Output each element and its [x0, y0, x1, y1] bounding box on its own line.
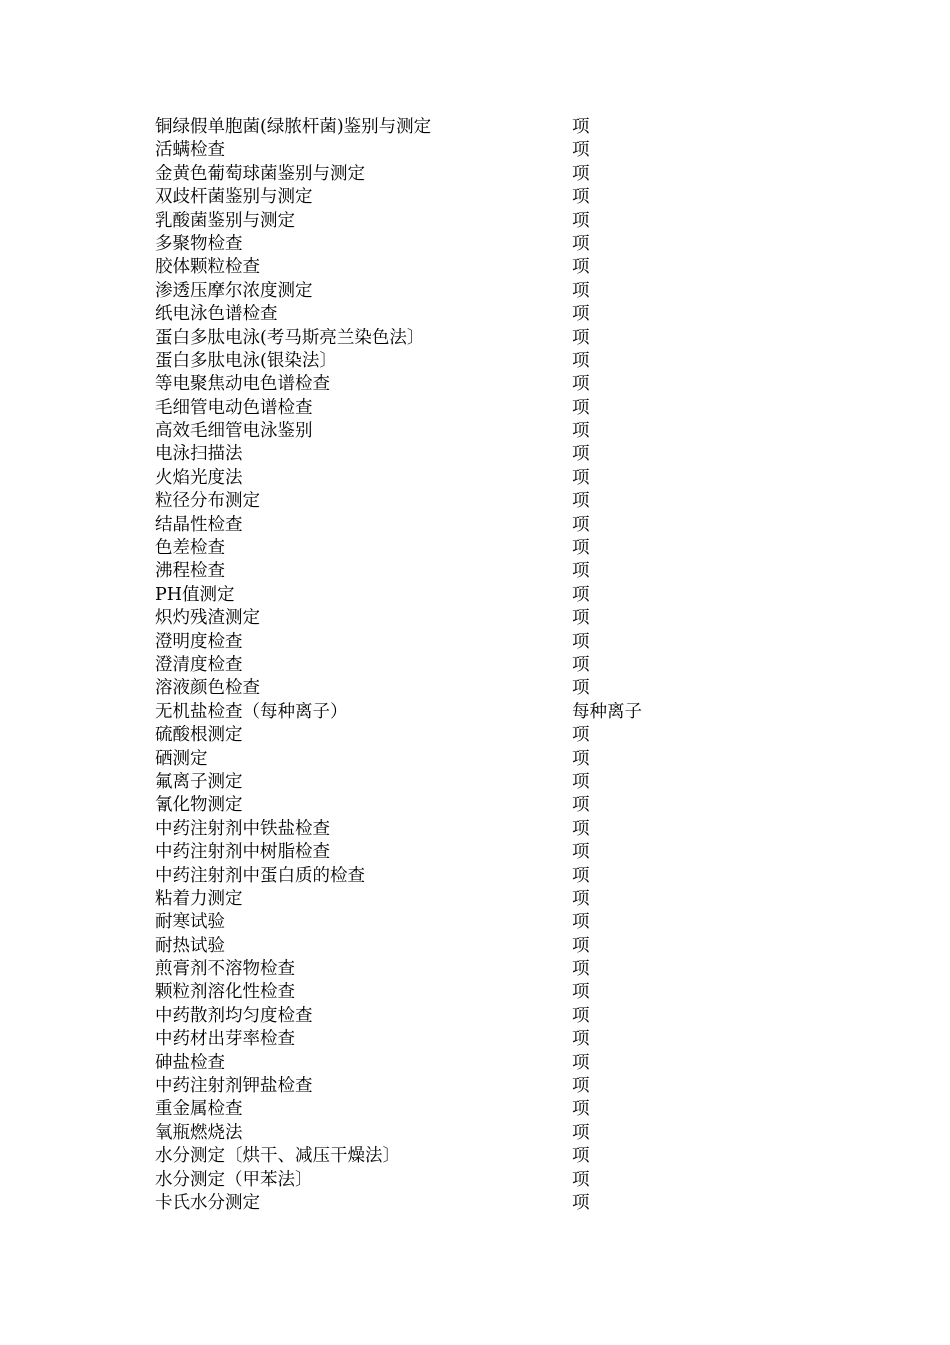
item-name: 颗粒剂溶化性检查	[155, 982, 295, 1003]
item-name: 色差检查	[155, 538, 225, 559]
item-name: 耐热试验	[155, 935, 225, 956]
item-name: 中药注射剂中铁盐检查	[155, 818, 330, 839]
item-unit: 项	[572, 280, 590, 301]
table-row	[155, 818, 715, 841]
table-row	[155, 724, 715, 747]
item-name: 水分测定〔烘干、减压干燥法〕	[155, 1146, 400, 1167]
table-row	[155, 607, 715, 630]
table-row	[155, 631, 715, 654]
item-name: 重金属检查	[155, 1099, 243, 1120]
item-unit: 项	[572, 912, 590, 933]
table-row	[155, 256, 715, 279]
table-row	[155, 514, 715, 537]
item-unit: 项	[572, 350, 590, 371]
item-unit: 项	[572, 982, 590, 1003]
item-name: 金黄色葡萄球菌鉴别与测定	[155, 163, 365, 184]
item-name: 中药散剂均匀度检查	[155, 1005, 313, 1026]
item-name: 中药注射剂钾盐检查	[155, 1076, 313, 1097]
item-unit: 项	[572, 1029, 590, 1050]
item-name: 乳酸菌鉴别与测定	[155, 210, 295, 231]
item-unit: 项	[572, 374, 590, 395]
table-row	[155, 186, 715, 209]
table-row	[155, 373, 715, 396]
table-row	[155, 139, 715, 162]
item-name: 铜绿假单胞菌(绿脓杆菌)鉴别与测定	[155, 117, 432, 137]
item-unit: 项	[572, 1005, 590, 1026]
table-row	[155, 794, 715, 817]
table-row	[155, 935, 715, 958]
table-row	[155, 350, 715, 373]
item-unit: 项	[572, 1076, 590, 1097]
table-row	[155, 490, 715, 513]
table-row	[155, 958, 715, 981]
table-row	[155, 701, 715, 724]
item-unit: 项	[572, 725, 590, 746]
table-row	[155, 163, 715, 186]
item-unit: 项	[572, 538, 590, 559]
item-unit: 项	[572, 818, 590, 839]
table-row	[155, 981, 715, 1004]
table-row	[155, 1075, 715, 1098]
item-unit: 项	[572, 140, 590, 161]
item-unit: 项	[572, 561, 590, 582]
item-name: 等电聚焦动电色谱检查	[155, 374, 330, 395]
item-name: 氟离子测定	[155, 771, 243, 792]
item-unit: 项	[572, 327, 590, 348]
table-row	[155, 1052, 715, 1075]
table-row	[155, 280, 715, 303]
item-name: 渗透压摩尔浓度测定	[155, 280, 313, 301]
table-row	[155, 1028, 715, 1051]
item-unit: 项	[572, 678, 590, 699]
table-row	[155, 1169, 715, 1192]
item-unit: 项	[572, 631, 590, 652]
table-row	[155, 443, 715, 466]
table-row	[155, 560, 715, 583]
item-unit: 项	[572, 608, 590, 629]
item-unit: 项	[572, 210, 590, 231]
table-row	[155, 116, 715, 139]
table-row	[155, 677, 715, 700]
item-unit: 项	[572, 117, 590, 137]
table-row	[155, 210, 715, 233]
item-name: 澄明度检查	[155, 631, 243, 652]
table-row	[155, 1145, 715, 1168]
item-unit: 项	[572, 491, 590, 512]
item-unit: 项	[572, 1169, 590, 1190]
item-unit: 项	[572, 233, 590, 254]
table-row	[155, 584, 715, 607]
item-name: 蛋白多肽电泳(银染法〕	[155, 350, 337, 371]
item-unit: 项	[572, 654, 590, 675]
item-name: 中药注射剂中蛋白质的检查	[155, 865, 365, 886]
item-name: 砷盐检查	[155, 1052, 225, 1073]
item-unit: 项	[572, 771, 590, 792]
table-row	[155, 1192, 715, 1215]
item-name: 多聚物检查	[155, 233, 243, 254]
item-unit: 项	[572, 959, 590, 980]
item-name: 纸电泳色谱检查	[155, 304, 278, 325]
item-name: 澄清度检查	[155, 654, 243, 675]
item-name: 氰化物测定	[155, 795, 243, 816]
table-row	[155, 327, 715, 350]
item-unit: 项	[572, 748, 590, 769]
item-unit: 项	[572, 795, 590, 816]
item-unit: 项	[572, 444, 590, 465]
table-row	[155, 888, 715, 911]
item-name: 沸程检查	[155, 561, 225, 582]
item-name: 中药材出芽率检查	[155, 1029, 295, 1050]
item-name: 结晶性检查	[155, 514, 243, 535]
item-unit: 项	[572, 1122, 590, 1143]
item-name: 火焰光度法	[155, 467, 243, 488]
table-row	[155, 911, 715, 934]
item-name: 溶液颜色检查	[155, 678, 260, 699]
item-unit: 项	[572, 1192, 590, 1213]
item-name: 炽灼残渣测定	[155, 608, 260, 629]
item-name: 无机盐检查（每种离子）	[155, 701, 348, 722]
item-unit: 项	[572, 163, 590, 184]
item-name: 粘着力测定	[155, 888, 243, 909]
item-name: 氧瓶燃烧法	[155, 1122, 243, 1143]
item-name: 粒径分布测定	[155, 491, 260, 512]
item-name: 硒测定	[155, 748, 208, 769]
item-unit: 项	[572, 888, 590, 909]
table-row	[155, 865, 715, 888]
table-row	[155, 771, 715, 794]
item-name: 活螨检查	[155, 140, 225, 161]
table-row	[155, 748, 715, 771]
item-name: 中药注射剂中树脂检查	[155, 842, 330, 863]
item-unit: 项	[572, 842, 590, 863]
item-unit: 项	[572, 187, 590, 208]
item-unit: 项	[572, 421, 590, 442]
item-unit: 项	[572, 257, 590, 278]
table-row	[155, 420, 715, 443]
item-unit: 项	[572, 935, 590, 956]
item-name: 耐寒试验	[155, 912, 225, 933]
item-unit: 项	[572, 584, 590, 605]
item-name: 毛细管电动色谱检查	[155, 397, 313, 418]
item-unit: 项	[572, 1146, 590, 1167]
item-unit: 项	[572, 397, 590, 418]
table-row	[155, 1122, 715, 1145]
table-row	[155, 1098, 715, 1121]
item-name: 双歧杆菌鉴别与测定	[155, 187, 313, 208]
item-unit: 项	[572, 1052, 590, 1073]
table-row	[155, 1005, 715, 1028]
item-name: 煎膏剂不溶物检查	[155, 959, 295, 980]
item-name: 水分测定（甲苯法〕	[155, 1169, 313, 1190]
table-row	[155, 303, 715, 326]
table-row	[155, 537, 715, 560]
item-name: 胶体颗粒检查	[155, 257, 260, 278]
table-row	[155, 397, 715, 420]
item-unit: 项	[572, 865, 590, 886]
table-row	[155, 841, 715, 864]
table-row	[155, 654, 715, 677]
item-unit: 项	[572, 514, 590, 535]
item-name: 硫酸根测定	[155, 725, 243, 746]
item-unit: 项	[572, 1099, 590, 1120]
table-row	[155, 467, 715, 490]
item-unit: 每种离子	[572, 701, 642, 722]
item-name: PH值测定	[155, 584, 235, 605]
test-items-table	[155, 116, 715, 1215]
item-unit: 项	[572, 467, 590, 488]
item-name: 电泳扫描法	[155, 444, 243, 465]
item-unit: 项	[572, 304, 590, 325]
item-name: 高效毛细管电泳鉴别	[155, 421, 313, 442]
item-name: 蛋白多肽电泳(考马斯亮兰染色法〕	[155, 327, 425, 348]
table-row	[155, 233, 715, 256]
item-name: 卡氏水分测定	[155, 1192, 260, 1213]
